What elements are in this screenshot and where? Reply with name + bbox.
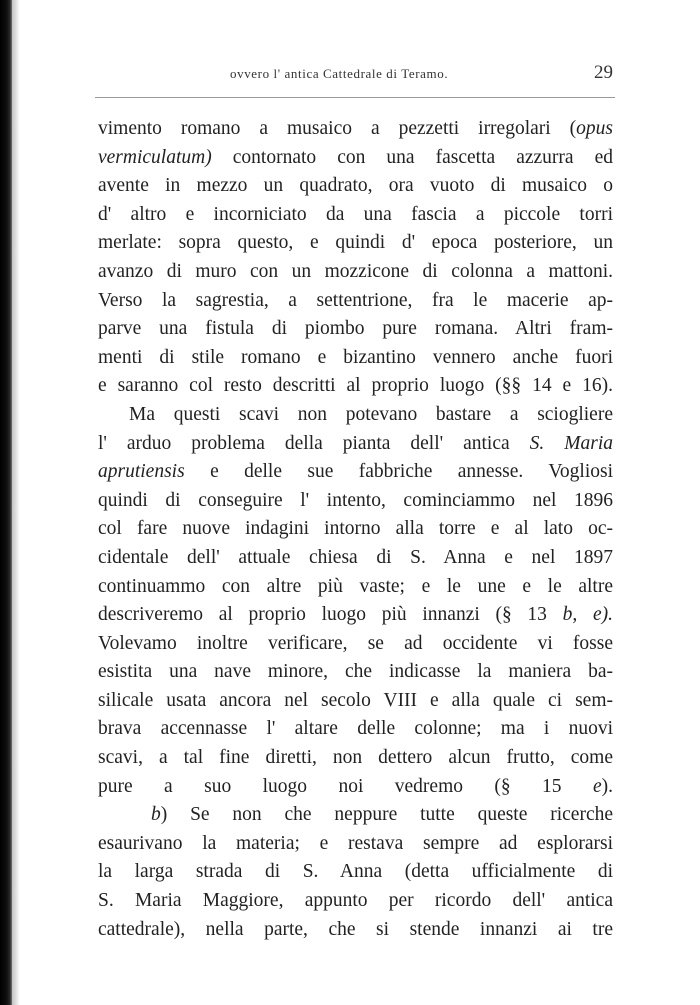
text-line: esaurivano la materia; e restava sempre ad esplorarsi bbox=[98, 832, 613, 854]
text-line: descriveremo al proprio luogo più innanzi (§ 13 b, e). bbox=[98, 604, 613, 626]
text-line: la larga strada di S. Anna (detta ufficialmente di bbox=[98, 861, 613, 883]
text-line: avanzo di muro con un mozzicone di colonna a mattoni. bbox=[98, 260, 613, 282]
text-line: merlate: sopra questo, e quindi d' epoca posteriore, un bbox=[98, 232, 613, 254]
book-binding-edge bbox=[0, 0, 12, 1005]
text-line: Verso la sagrestia, a settentrione, fra le macerie ap- bbox=[98, 289, 613, 311]
text-line: vimento romano a musaico a pezzetti irregolari (opus bbox=[98, 118, 613, 139]
page-header bbox=[98, 62, 613, 92]
body-text bbox=[98, 115, 613, 944]
text-line: Ma questi scavi non potevano bastare a sciogliere bbox=[129, 403, 613, 425]
text-line: d' altro e incorniciato da una fascia a piccole torri bbox=[98, 203, 613, 225]
text-line: avente in mezzo un quadrato, ora vuoto di musaico o bbox=[98, 175, 613, 197]
text-line: aprutiensis e delle sue fabbriche annesse. Vogliosi bbox=[98, 461, 613, 483]
text-line: parve una fistula di piombo pure romana. Altri fram- bbox=[98, 318, 613, 340]
running-head: ovvero l' antica Cattedrale di Teramo. bbox=[230, 66, 449, 81]
text-line: e saranno col resto descritti al proprio luogo (§§ 14 e 16). bbox=[98, 375, 613, 397]
text-line: brava accennasse l' altare delle colonne; ma i nuovi bbox=[98, 718, 613, 740]
text-line: cidentale dell' attuale chiesa di S. Anna e nel 1897 bbox=[98, 546, 613, 568]
text-line: silicale usata ancora nel secolo VIII e alla quale ci sem- bbox=[98, 689, 613, 711]
binding-shadow bbox=[12, 0, 20, 1005]
text-line: col fare nuove indagini intorno alla torre e al lato oc- bbox=[98, 518, 613, 540]
page-number: 29 bbox=[594, 62, 613, 83]
text-line: vermiculatum) contornato con una fascetta azzurra ed bbox=[98, 146, 613, 168]
header-rule bbox=[95, 97, 615, 98]
text-line: S. Maria Maggiore, appunto per ricordo dell' antica bbox=[98, 890, 613, 912]
text-line: cattedrale), nella parte, che si stende innanzi ai tre bbox=[98, 918, 613, 940]
text-line: continuammo con altre più vaste; e le une e le altre bbox=[98, 575, 613, 597]
text-line: pure a suo luogo noi vedremo (§ 15 e). bbox=[98, 775, 613, 797]
text-line: scavi, a tal fine diretti, non dettero alcun frutto, come bbox=[98, 747, 613, 769]
text-line: quindi di conseguire l' intento, cominciammo nel 1896 bbox=[98, 489, 613, 511]
text-line: b) Se non che neppure tutte queste ricerche bbox=[151, 804, 613, 826]
text-line: Volevamo inoltre verificare, se ad occidente vi fosse bbox=[98, 632, 613, 654]
text-line: menti di stile romano e bizantino vennero anche fuori bbox=[98, 346, 613, 368]
text-line: l' arduo problema della pianta dell' antica S. Maria bbox=[98, 432, 613, 454]
text-line: esistita una nave minore, che indicasse la maniera ba- bbox=[98, 661, 613, 683]
